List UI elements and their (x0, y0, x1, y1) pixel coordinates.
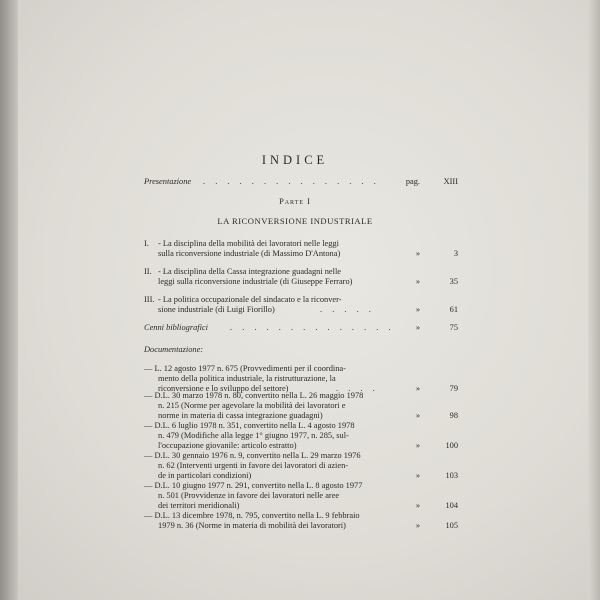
leader-dots: . . . . (336, 384, 379, 393)
chapter-number: II. (144, 267, 152, 276)
document-line-2: n. 62 (Interventi urgenti in favore dei lavoratori di azien- (158, 461, 349, 470)
documentazione-label: Documentazione: (144, 345, 204, 354)
page-marker: » (415, 501, 420, 510)
document-line-1: — D.L. 10 giugno 1977 n. 291, convertito nella L. 8 agosto 1977 (144, 481, 363, 490)
chapter-line-2: sulla riconversione industriale (di Massimo D'Antona) (158, 249, 341, 258)
document-line-3: l'occupazione giovanile: articolo estratto) (158, 441, 297, 450)
chapter-line-2: leggi sulla riconversione industriale (di Giuseppe Ferraro) (158, 277, 353, 286)
presentazione-page: XIII (443, 177, 458, 186)
page-spine-shadow (0, 0, 18, 600)
chapter-number: III. (144, 295, 155, 304)
leader-dots: . . . . . (320, 305, 375, 314)
document-line-2: n. 479 (Modifiche alla legge 1° giugno 1977, n. 285, sul- (158, 431, 349, 440)
page-marker: » (415, 323, 420, 332)
page-marker: » (415, 277, 420, 286)
page-edge-shadow (588, 0, 600, 600)
chapter-page: 61 (449, 305, 458, 314)
document-line-1: — D.L. 30 marzo 1978 n. 80, convertito nella L. 26 maggio 1978 (144, 391, 364, 400)
document-line-1: — D.L. 30 gennaio 1976 n. 9, convertito nella L. 29 marzo 1976 (144, 451, 361, 460)
page-marker: » (415, 249, 420, 258)
document-line-2: 1979 n. 36 (Norme in materia di mobilità dei lavoratori) (158, 521, 346, 530)
document-line-3: de in particolari condizioni) (158, 471, 252, 480)
part-heading: Parte I (279, 197, 311, 206)
presentazione-pag-label: pag. (405, 177, 420, 186)
document-page: 79 (449, 384, 458, 393)
chapter-page: 35 (449, 277, 458, 286)
cenni-page: 75 (449, 323, 458, 332)
page-marker: » (415, 384, 420, 393)
document-line-1: — D.L. 6 luglio 1978 n. 351, convertito nella L. 4 agosto 1978 (144, 421, 355, 430)
chapter-page: 3 (453, 249, 458, 258)
leader-dots: . . . . . . . . . . . . . . (230, 323, 395, 332)
chapter-line-1: - La disciplina della Cassa integrazione guadagni nelle (158, 267, 342, 276)
document-line-1: — L. 12 agosto 1977 n. 675 (Provvedimenti per il coordina- (144, 364, 346, 373)
document-line-2: mento della politica industriale, la ristrutturazione, la (158, 374, 336, 383)
chapter-number: I. (144, 239, 149, 248)
section-title: LA RICONVERSIONE INDUSTRIALE (217, 216, 373, 226)
page-marker: » (415, 521, 420, 530)
chapter-line-2: sione industriale (di Luigi Fiorillo) (158, 305, 275, 314)
page-marker: » (415, 471, 420, 480)
cenni-label: Cenni bibliografici (144, 323, 208, 332)
chapter-line-1: - La politica occupazionale del sindacato e la riconver- (158, 295, 342, 304)
document-page: 105 (445, 521, 458, 530)
document-page: 103 (445, 471, 458, 480)
document-line-2: n. 501 (Provvidenze in favore dei lavoratori nelle aree (158, 491, 340, 500)
chapter-line-1: - La disciplina della mobilità dei lavoratori nelle leggi (158, 239, 339, 248)
document-page: 104 (445, 501, 458, 510)
document-line-3: dei territori meridionali) (158, 501, 240, 510)
presentazione-label: Presentazione (144, 177, 192, 186)
document-line-1: — D.L. 13 dicembre 1978, n. 795, convertito nella L. 9 febbraio (144, 511, 360, 520)
page-marker: » (415, 441, 420, 450)
page-marker: » (415, 305, 420, 314)
document-line-3: riconversione e lo sviluppo del settore) (158, 384, 289, 393)
page-marker: » (415, 411, 420, 420)
document-line-2: n. 215 (Norme per agevolare la mobilità dei lavoratori e (158, 401, 346, 410)
document-page: 100 (445, 441, 458, 450)
leader-dots: . . . . . . . . . . . . . . . (203, 177, 380, 186)
document-line-3: norme in materia di cassa integrazione guadagni) (158, 411, 323, 420)
index-title: INDICE (261, 153, 329, 167)
document-page: 98 (449, 411, 458, 420)
